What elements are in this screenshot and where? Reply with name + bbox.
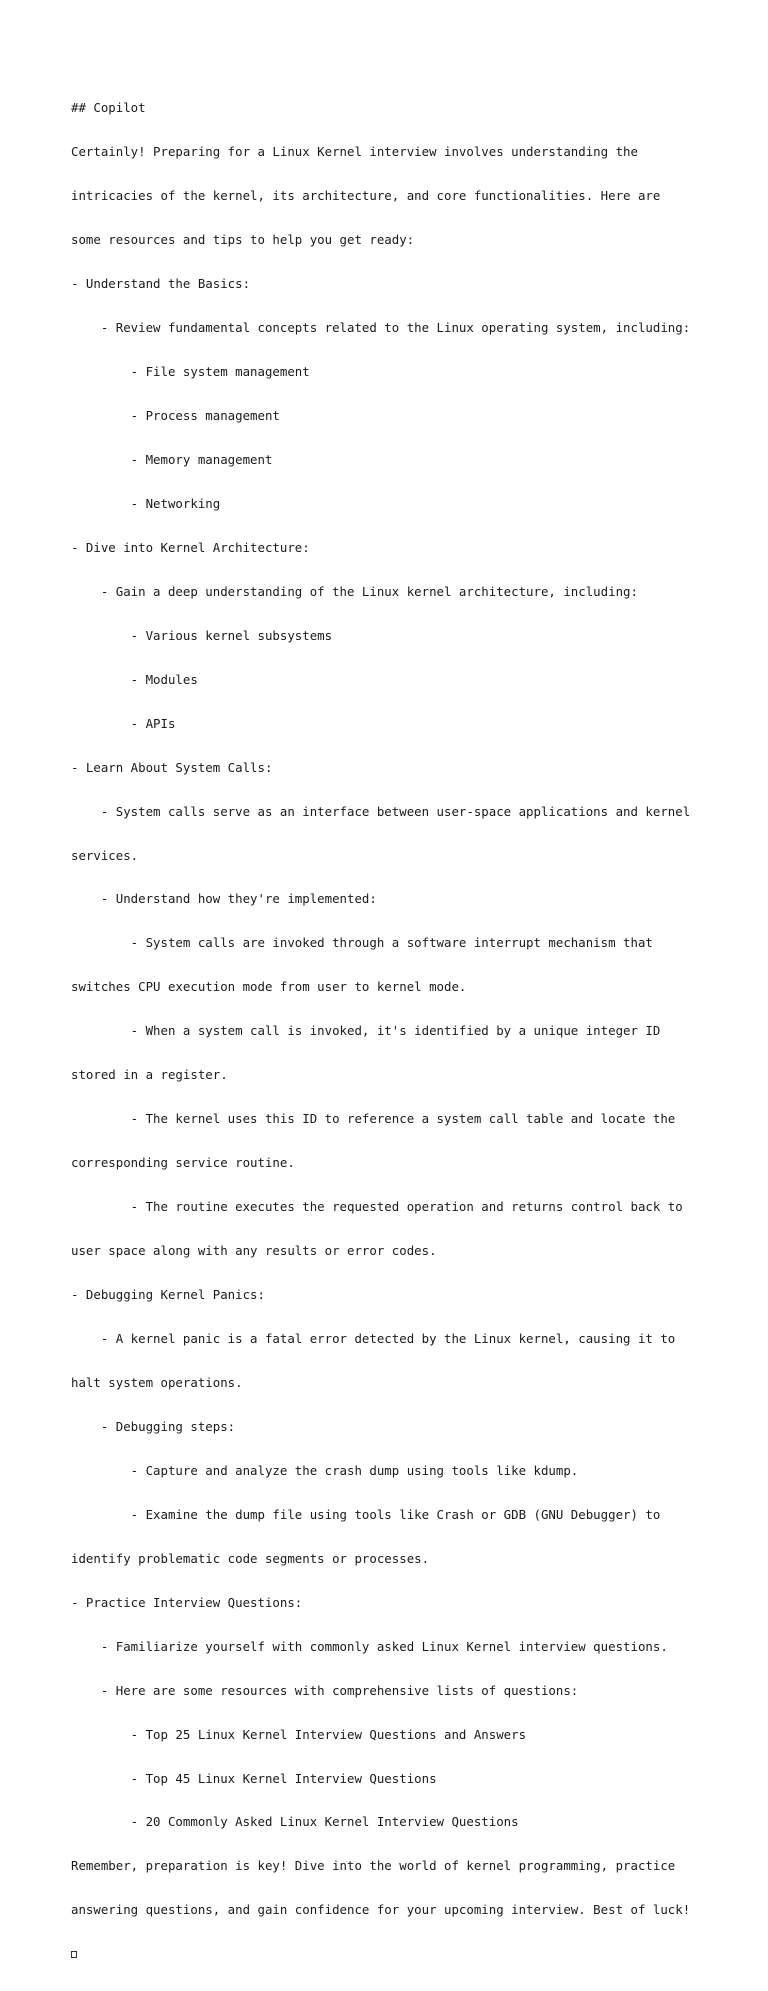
list-item-continuation: user space along with any results or error codes. xyxy=(71,1243,437,1259)
list-item: - System calls are invoked through a software interrupt mechanism that xyxy=(71,935,653,951)
list-item-continuation: halt system operations. xyxy=(71,1374,243,1390)
list-item-continuation: identify problematic code segments or processes. xyxy=(71,1550,430,1566)
list-item-continuation: services. xyxy=(71,847,139,863)
list-item: - File system management xyxy=(71,364,310,380)
list-item: - System calls serve as an interface between user-space applications and kernel xyxy=(71,803,691,819)
list-item: - Here are some resources with comprehensive lists of questions: xyxy=(71,1682,579,1698)
list-item: - Examine the dump file using tools like Crash or GDB (GNU Debugger) to xyxy=(71,1506,661,1522)
list-item: - Modules xyxy=(71,671,198,687)
list-item: - Understand how they're implemented: xyxy=(71,891,377,907)
list-item: - The kernel uses this ID to reference a system call table and locate the xyxy=(71,1111,676,1127)
list-item-continuation: stored in a register. xyxy=(71,1067,228,1083)
resource-item: - 20 Commonly Asked Linux Kernel Interview Questions xyxy=(71,1814,519,1830)
list-item: - Debugging steps: xyxy=(71,1418,236,1434)
list-item: - Review fundamental concepts related to the Linux operating system, including: xyxy=(71,320,691,336)
unknown-glyph-icon xyxy=(71,1951,77,1958)
list-item: - Various kernel subsystems xyxy=(71,627,333,643)
section-basics: - Understand the Basics: xyxy=(71,276,251,292)
list-item-continuation: corresponding service routine. xyxy=(71,1155,295,1171)
intro-line: some resources and tips to help you get ready: xyxy=(71,232,415,248)
list-item: - When a system call is invoked, it's identified by a unique integer ID xyxy=(71,1023,661,1039)
section-kernel-architecture: - Dive into Kernel Architecture: xyxy=(71,539,310,555)
section-practice-questions: - Practice Interview Questions: xyxy=(71,1594,303,1610)
list-item: - A kernel panic is a fatal error detected by the Linux kernel, causing it to xyxy=(71,1331,676,1346)
list-item: - The routine executes the requested operation and returns control back to xyxy=(71,1199,683,1215)
section-system-calls: - Learn About System Calls: xyxy=(71,759,273,775)
intro-line: intricacies of the kernel, its architecture, and core functionalities. Here are xyxy=(71,188,661,204)
document-text xyxy=(71,72,751,1991)
resource-item: - Top 25 Linux Kernel Interview Questions and Answers xyxy=(71,1726,527,1742)
list-item: - APIs xyxy=(71,715,176,731)
list-item: - Capture and analyze the crash dump using tools like kdump. xyxy=(71,1462,579,1478)
list-item: - Gain a deep understanding of the Linux kernel architecture, including: xyxy=(71,583,638,599)
list-item: - Familiarize yourself with commonly asked Linux Kernel interview questions. xyxy=(71,1638,668,1654)
list-item: - Memory management xyxy=(71,451,273,467)
list-item: - Networking xyxy=(71,495,221,511)
list-item: - Process management xyxy=(71,407,280,423)
closing-line: Remember, preparation is key! Dive into the world of kernel programming, practice xyxy=(71,1858,676,1874)
resource-item: - Top 45 Linux Kernel Interview Questions xyxy=(71,1770,437,1786)
intro-line: Certainly! Preparing for a Linux Kernel interview involves understanding the xyxy=(71,144,638,160)
closing-line: answering questions, and gain confidence for your upcoming interview. Best of luck! xyxy=(71,1902,691,1918)
section-kernel-panics: - Debugging Kernel Panics: xyxy=(71,1287,265,1303)
end-marker xyxy=(71,1947,751,1962)
list-item-continuation: switches CPU execution mode from user to kernel mode. xyxy=(71,979,467,995)
heading-copilot: ## Copilot xyxy=(71,100,146,116)
